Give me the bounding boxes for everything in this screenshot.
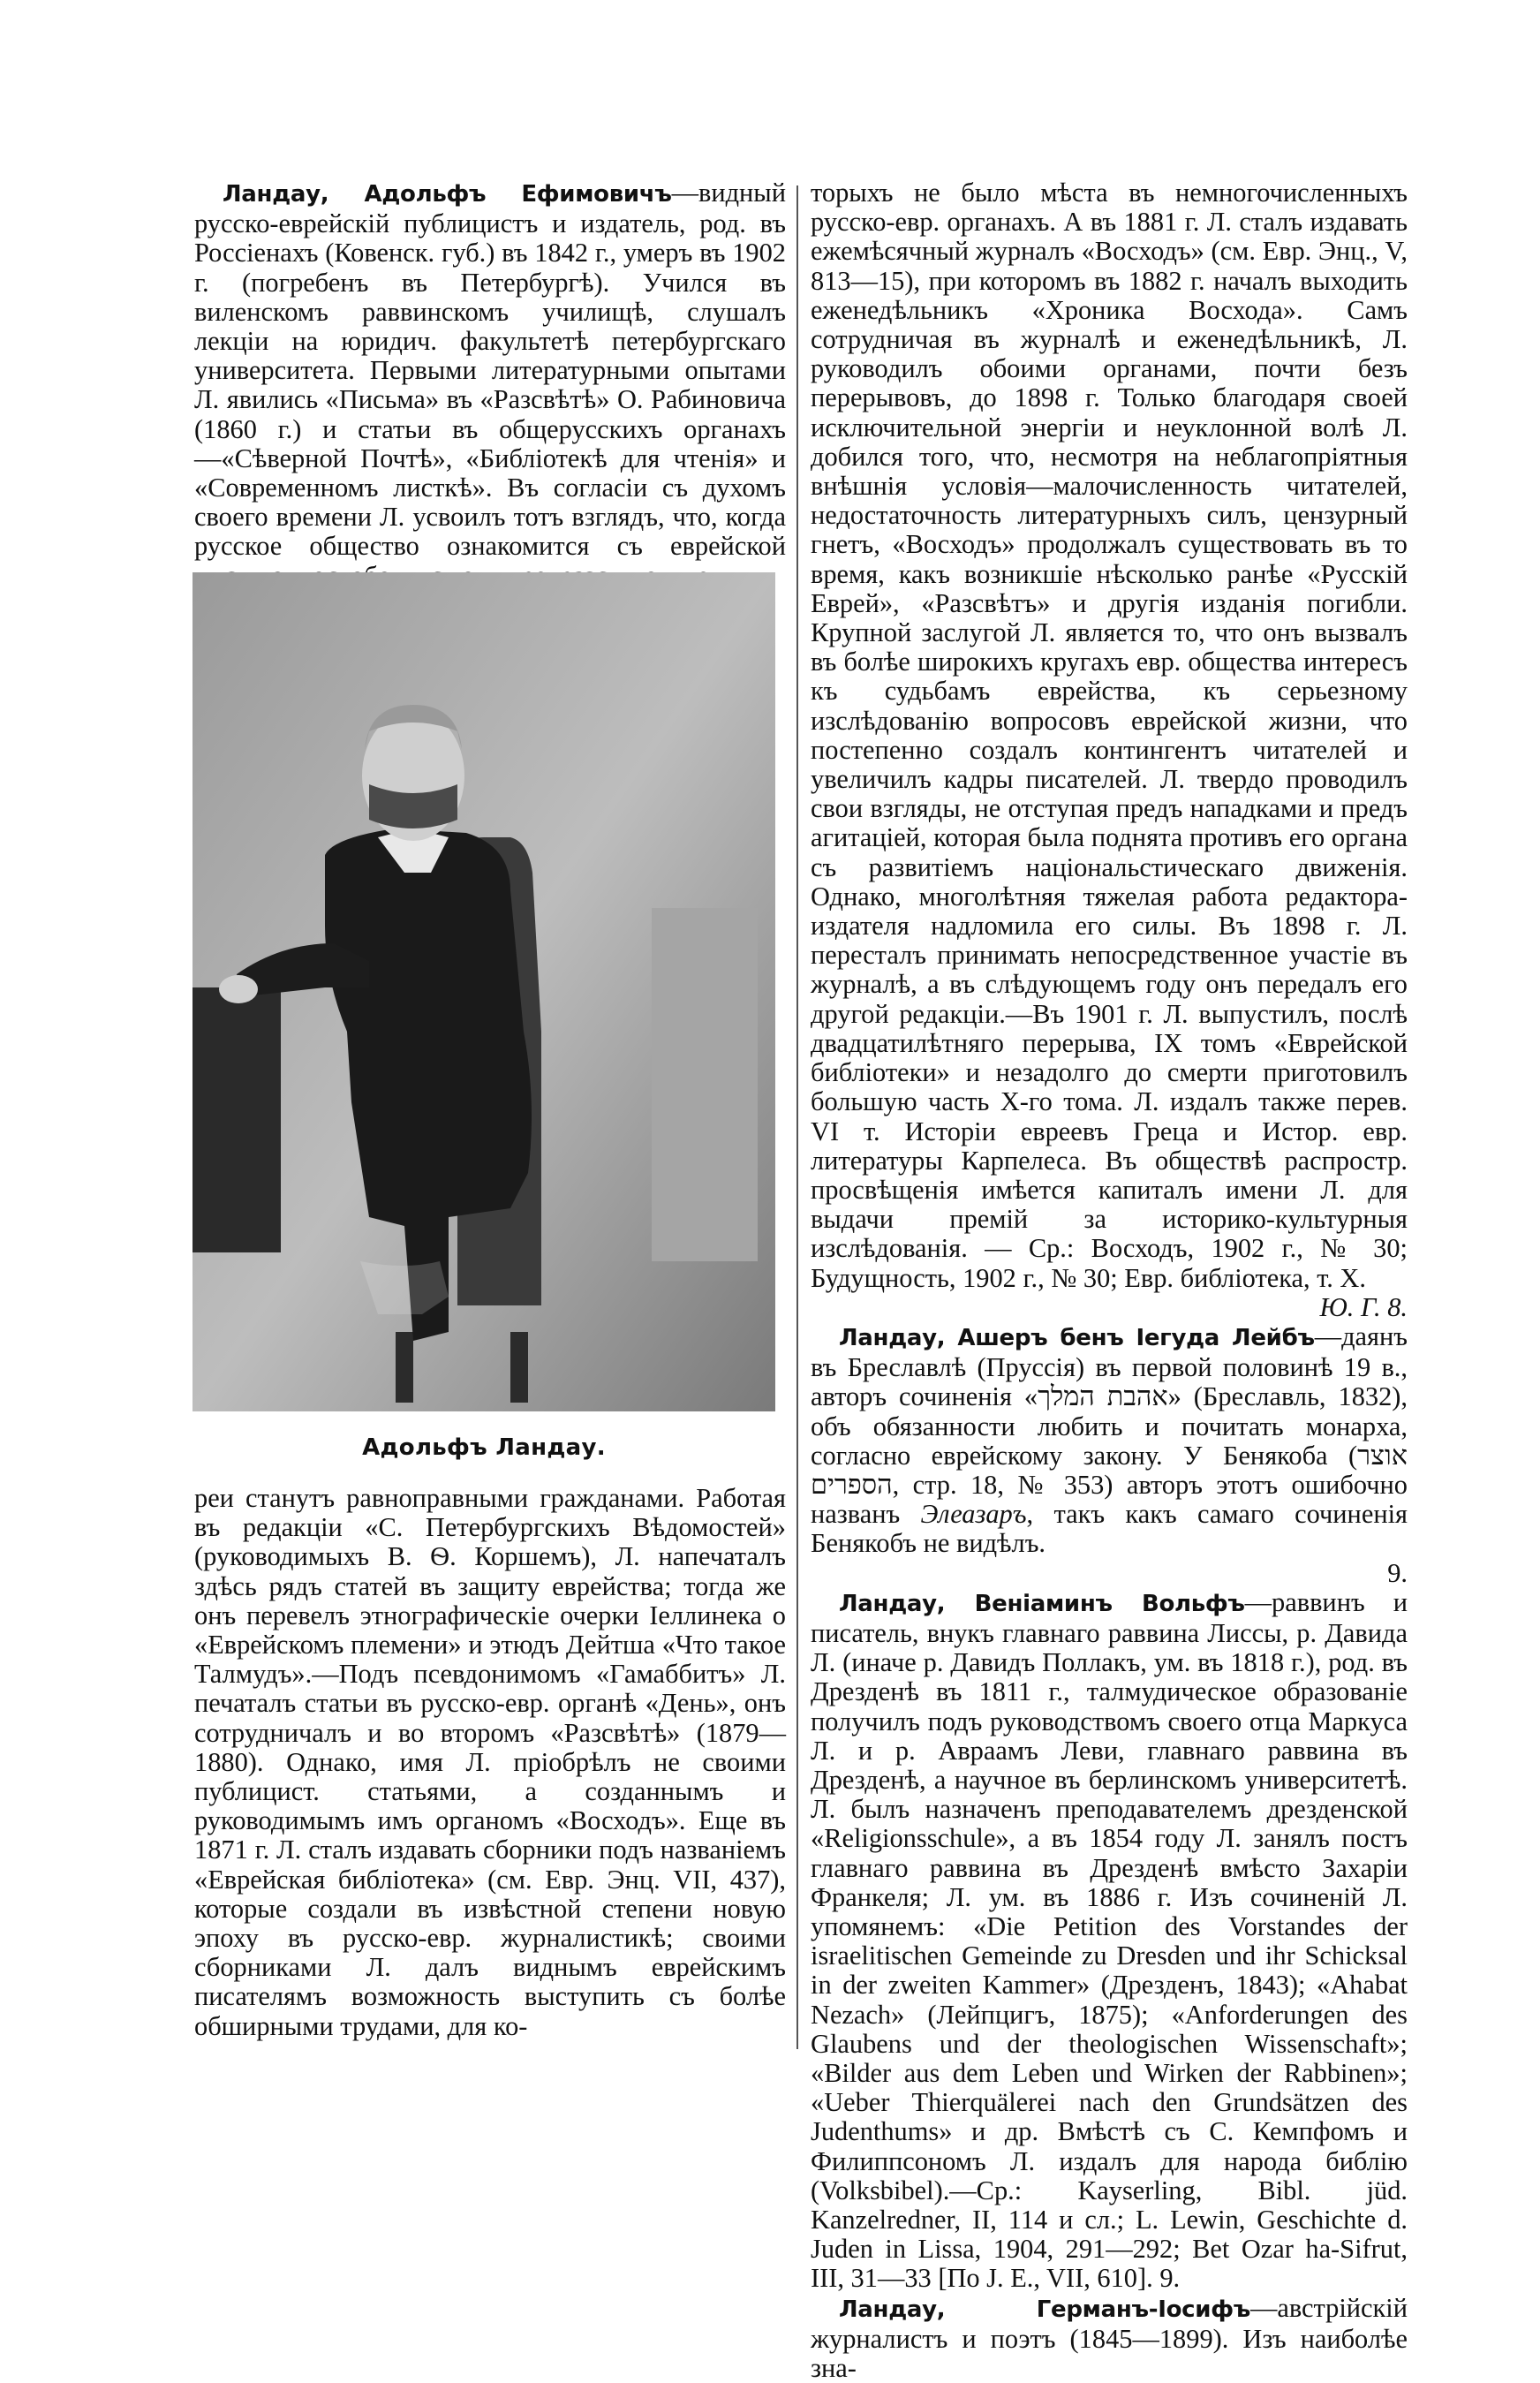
left-column-continuation — [194, 1484, 786, 2041]
article-text-2: , такъ какъ самаго сочиненія Бенякобъ не видѣлъ. — [811, 1499, 1408, 1559]
author-signature: 9. — [1159, 2263, 1181, 2294]
article-text-continued: реи станутъ равноправными гражданами. Работая въ редакціи «С. Петербургскихъ Вѣдомостей» (руководимыхъ В. Ѳ. Коршемъ), Л. напечаталъ здѣсь рядъ статей въ защиту еврейства; тогда же онъ перевелъ этнографическіе очерки Іеллинека о «Еврейскомъ племени» и этюдъ Дейтша «Что такое Талмудъ».—Подъ псевдонимомъ «Гамаббитъ» Л. печаталъ статьи въ русско-евр. органѣ «День», онъ сотрудничалъ и во второмъ «Разсвѣтѣ» (1879—1880). Однако, имя Л. пріобрѣлъ не своими публицист. статьями, а созданнымъ и руководимымъ имъ органомъ «Восходъ». Еще въ 1871 г. Л. сталъ издавать сборники подъ названіемъ «Еврейская библіотека» (см. Евр. Энц. VII, 437), которые создали въ извѣстной степени новую эпоху въ русско-евр. журналистикѣ; своими сборниками Л. далъ виднымъ еврейскимъ писателямъ возможность выступить съ болѣе обширными трудами, для ко- — [194, 1483, 786, 2041]
figure-caption: Адольфъ Ландау. — [362, 1434, 606, 1461]
headword: Ландау, Германъ-Іосифъ — [839, 2296, 1250, 2323]
headword: Ландау, Ашеръ бенъ Іегуда Лейбъ — [839, 1324, 1315, 1351]
author-signature: Ю. Г. 8. — [1319, 1291, 1408, 1322]
article-text: —австрійскій журналистъ и поэтъ (1845—1899). Изъ наиболѣе зна- — [811, 2292, 1408, 2383]
portrait-photo — [192, 572, 775, 1411]
column-divider — [796, 185, 798, 2049]
headword: Ландау, Адольфъ Ефимовичъ — [223, 181, 672, 208]
portrait-illustration — [192, 572, 775, 1411]
article-text: —видный русско-еврейскій публицистъ и издатель, род. въ Россіенахъ (Ковенск. губ.) въ 1842 г., умеръ въ 1902 г. (погребенъ въ Петербургѣ). Учился въ виленскомъ раввинскомъ училищѣ, слушалъ лекціи на юридич. факультетѣ петербургскаго университета. Первыми литературными опытами Л. явились «Письма» въ «Разсвѣтѣ» О. Рабиновича (1860 г.) и статьи въ общерусскихъ органахъ—«Сѣверной Почтѣ», «Библіотекѣ для чтенія» и «Современномъ листкѣ». Въ согласіи съ духомъ своего времени Л. усвоилъ тотъ взглядъ, что, когда русское общество ознакомится съ еврейской — [194, 178, 786, 562]
article-landau-adolf-continued — [811, 178, 1408, 1322]
headword: Ландау, Веніаминъ Вольфъ — [839, 1590, 1245, 1617]
article-text: —даянъ въ Бреславлѣ (Пруссія) въ первой половинѣ 19 в., авторъ сочиненія «אהבת המלך» (Бреславль, 1832), объ обязанности любить и почитать монарха, согласно еврейскому закону. У Бенякоба (אוצר הספרים, стр. 18, № 353) авторъ этотъ ошибочно названъ — [811, 1320, 1408, 1530]
article-landau-veniamin — [811, 1588, 1408, 2294]
article-text: торыхъ не было мѣста въ немногочисленныхъ русско-евр. органахъ. А въ 1881 г. Л. сталъ издавать ежемѣсячный журналъ «Восходъ» (см. Евр. Энц., V, 813—15), при которомъ въ 1882 г. началъ выходить еженедѣльникъ «Хроника Восхода». Самъ сотрудничая въ журналѣ и еженедѣльникѣ, Л. руководилъ обоими органами, почти безъ перерывовъ, до 1898 г. Только благодаря своей исключительной энергіи и неуклонной волѣ Л. добился того, что, несмотря на неблагопріятныя внѣшнія условія—малочисленность читателей, недостаточность литературныхъ силъ, цензурный гнетъ, «Восходъ» продолжалъ существовать въ то время, какъ возникшіе нѣсколько ранѣе «Русскій Еврей», «Разсвѣтъ» и другія изданія погибли. Крупной заслугой Л. является то, что онъ вызвалъ въ болѣе широкихъ кругахъ евр. общества интересъ къ судьбамъ еврейства, къ серьезному изслѣдованію вопросовъ еврейской жизни, что постепенно создалъ контингентъ читателей и увеличилъ кадры писателей. Л. твердо проводилъ свои взгляды, не отступая предъ нападками и предъ агитаціей, которая была поднята противъ его органа съ развитіемъ національстическаго движенія. Однако, многолѣтняя тяжелая работа редактора-издателя надломила его силы. Въ 1898 г. Л. пересталъ принимать непосредственное участіе въ журналѣ, а въ слѣдующемъ году онъ передалъ его другой редакціи.—Въ 1901 г. Л. выпустилъ, послѣ двадцатилѣтняго перерыва, IX томъ «Еврейской библіотеки» и незадолго до смерти приготовилъ большую часть X-го тома. Л. издалъ также перев. VI т. Исторіи евреевъ Греца и Истор. евр. литературы Карпелеса. Въ обществѣ распростр. просвѣщенія имѣется капиталъ имени Л. для выдачи премій за историко-культурныя изслѣдованія. — Ср.: Восходъ, 1902 г., № 30; Будущность, 1902 г., № 30; Евр. библіотека, т. X. — [811, 178, 1408, 1293]
left-column — [194, 178, 786, 591]
right-column — [811, 178, 1408, 2383]
article-text: —раввинъ и писатель, внукъ главнаго раввина Лиссы, р. Давида Л. (иначе р. Давидъ Поллакъ, ум. въ 1818 г.), род. въ Дрезденѣ въ 1811 г., талмудическое образованіе получилъ подъ руководствомъ своего отца Маркуса Л. и р. Авраамъ Леви, главнаго раввина въ Дрезденѣ, а научное въ берлинскомъ университетѣ. Л. былъ назначенъ преподавателемъ дрезденской «Religionsschule», а въ 1854 году Л. занялъ постъ главнаго раввина въ Дрезденѣ вмѣсто Захаріи Франкеля; Л. ум. въ 1886 г. Изъ сочиненій Л. упомянемъ: «Die Petition des Vorstandes der israelitischen Gemeinde zu Dresden und ihr Schicksal in der zweiten Kammer» (Дрезденъ, 1843); «Ahabat Nezach» (Лейпцигъ, 1875); «Anforderungen des Glaubens und der theologischen Wissenschaft»; «Bilder aus dem Leben und Wirken der Rabbinen»; «Ueber Thierquälerei nach den Grundsätzen des Judenthums» и др. Вмѣстѣ съ С. Кемпфомъ и Филиппсономъ Л. издалъ для народа библію (Volksbibel).—Ср.: Kayserling, Bibl. jüd. Kanzelredner, II, 114 и сл.; L. Lewin, Geschichte d. Juden in Lissa, 1904, 291—292; Bet Ozar ha-Sifrut, III, 31—33 [По J. E., VII, 610]. — [811, 1586, 1408, 2294]
article-landau-german — [811, 2294, 1408, 2383]
article-landau-adolf — [194, 178, 786, 591]
italic-name: Элеазаръ — [920, 1499, 1027, 1530]
author-signature: 9. — [1387, 1557, 1408, 1588]
article-landau-asher — [811, 1322, 1408, 1588]
